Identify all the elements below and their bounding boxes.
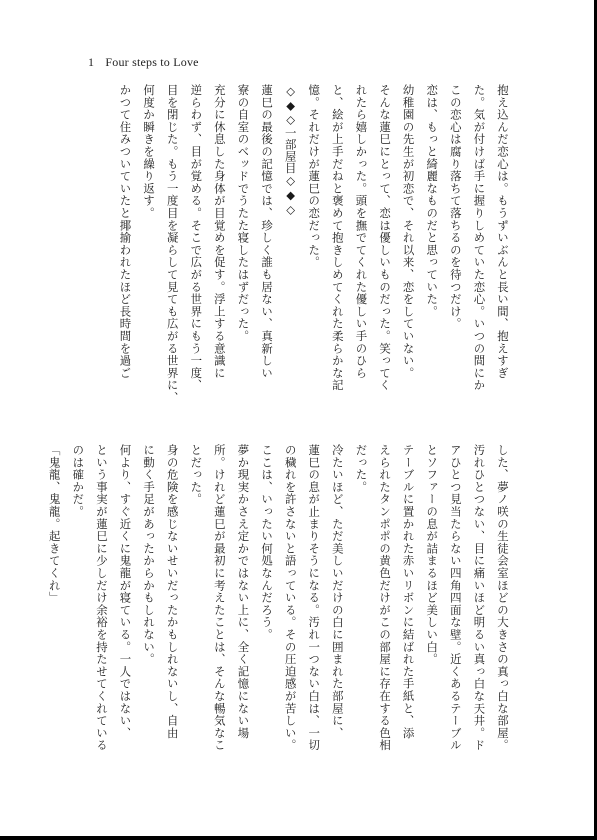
text-line: た。気が付けば手に握りしめていた恋心。いつの間にか <box>472 84 487 392</box>
text-line: 逆らわず、目が覚める。そこで広がる世界にもう一度、 <box>189 84 204 392</box>
text-line: れたら嬉しかった。頭を撫でてくれた優しい手のひら <box>354 84 369 380</box>
text-line: だった。 <box>354 444 369 494</box>
upper-text-column <box>74 84 514 412</box>
text-line: 何度か瞬きを繰り返す。 <box>142 84 157 220</box>
text-line: 何より、すぐ近くに鬼龍が寝ている。一人ではない、 <box>118 444 133 740</box>
running-title: Four steps to Love <box>105 55 199 69</box>
page-number: 1 <box>88 55 95 69</box>
text-line: とソファーの息が詰まるほど美しい白。 <box>425 444 440 666</box>
text-line: そんな蓮巳にとって、恋は優しいものだった。笑ってく <box>378 84 393 392</box>
text-line: 「鬼龍、鬼龍。起きてくれ」 <box>47 444 62 604</box>
text-line: 寮の自室のベッドでうたた寝したはずだった。 <box>236 84 251 343</box>
text-line: この恋心は腐り落ちて落ちるのを待つだけ。 <box>448 84 463 330</box>
text-line: えられたタンポポの黄色だけがこの部屋に存在する色相 <box>378 444 393 752</box>
text-line: 目を閉じた。もう一度目を凝らして見ても広がる世界に、 <box>165 84 180 404</box>
text-line: アひとつ見当たらない四角四面な壁。近くあるテーブル <box>448 444 463 752</box>
text-line: 所。けれど蓮巳が最初に考えたことは、そんな暢気なこ <box>212 444 227 752</box>
text-line: かつて住みついていたと揶揄われたほど長時間を過ご <box>118 84 133 380</box>
text-line: とだった。 <box>189 444 204 506</box>
text-line: 汚れひとつない、目に痛いほど明るい真っ白な天井。ド <box>472 444 487 752</box>
text-line: ここは、いったい何処なんだろう。 <box>260 444 275 641</box>
text-line: 憶。それだけが蓮巳の恋だった。 <box>307 84 322 269</box>
text-line: 蓮巳の息が止まりそうになる。汚れ一つない白は、一切 <box>307 444 322 752</box>
text-line: テーブルに置かれた赤いリボンに結ばれた手紙と、添 <box>401 444 416 740</box>
text-line: 幼稚園の先生が初恋で、それ以来、恋をしていない。 <box>401 84 416 380</box>
text-line: 冷たいほど、ただ美しいだけの白に囲まれた部屋に、 <box>330 444 345 740</box>
text-line: 恋は、もっと綺麗なものだと思っていた。 <box>425 84 440 318</box>
lower-text-column <box>47 444 514 772</box>
text-line: という事実が蓮巳に少しだけ余裕を持たせてくれている <box>94 444 109 752</box>
text-line: の穢れを許さないと語っている。その圧迫感が苦しい。 <box>283 444 298 752</box>
text-line: に動く手足があったからかもしれない。 <box>142 444 157 666</box>
text-line: 充分に休息した身体が目覚めを促す。浮上する意識に <box>212 84 227 380</box>
text-line: 抱え込んだ恋心は。もうずいぶんと長い間、抱えすぎ <box>496 84 510 380</box>
page-header <box>88 55 199 70</box>
text-line: 蓮巳の最後の記憶では、珍しく誰も居ない、真新しい <box>260 84 275 380</box>
text-line: のは確かだ。 <box>71 444 86 518</box>
text-line: 身の危険を感じないせいだったかもしれないし、自由 <box>165 444 180 740</box>
text-line: した、夢ノ咲の生徒会室ほどの大きさの真っ白な部屋。 <box>496 444 510 752</box>
text-line: と、絵が上手だねと褒めて抱きしめてくれた柔らかな記 <box>330 84 345 392</box>
text-line: 夢か現実かさえ定かではない上に、全く記憶にない場 <box>236 444 251 740</box>
section-heading: ◇◆◇一部屋目◇◆◇ <box>283 84 298 217</box>
